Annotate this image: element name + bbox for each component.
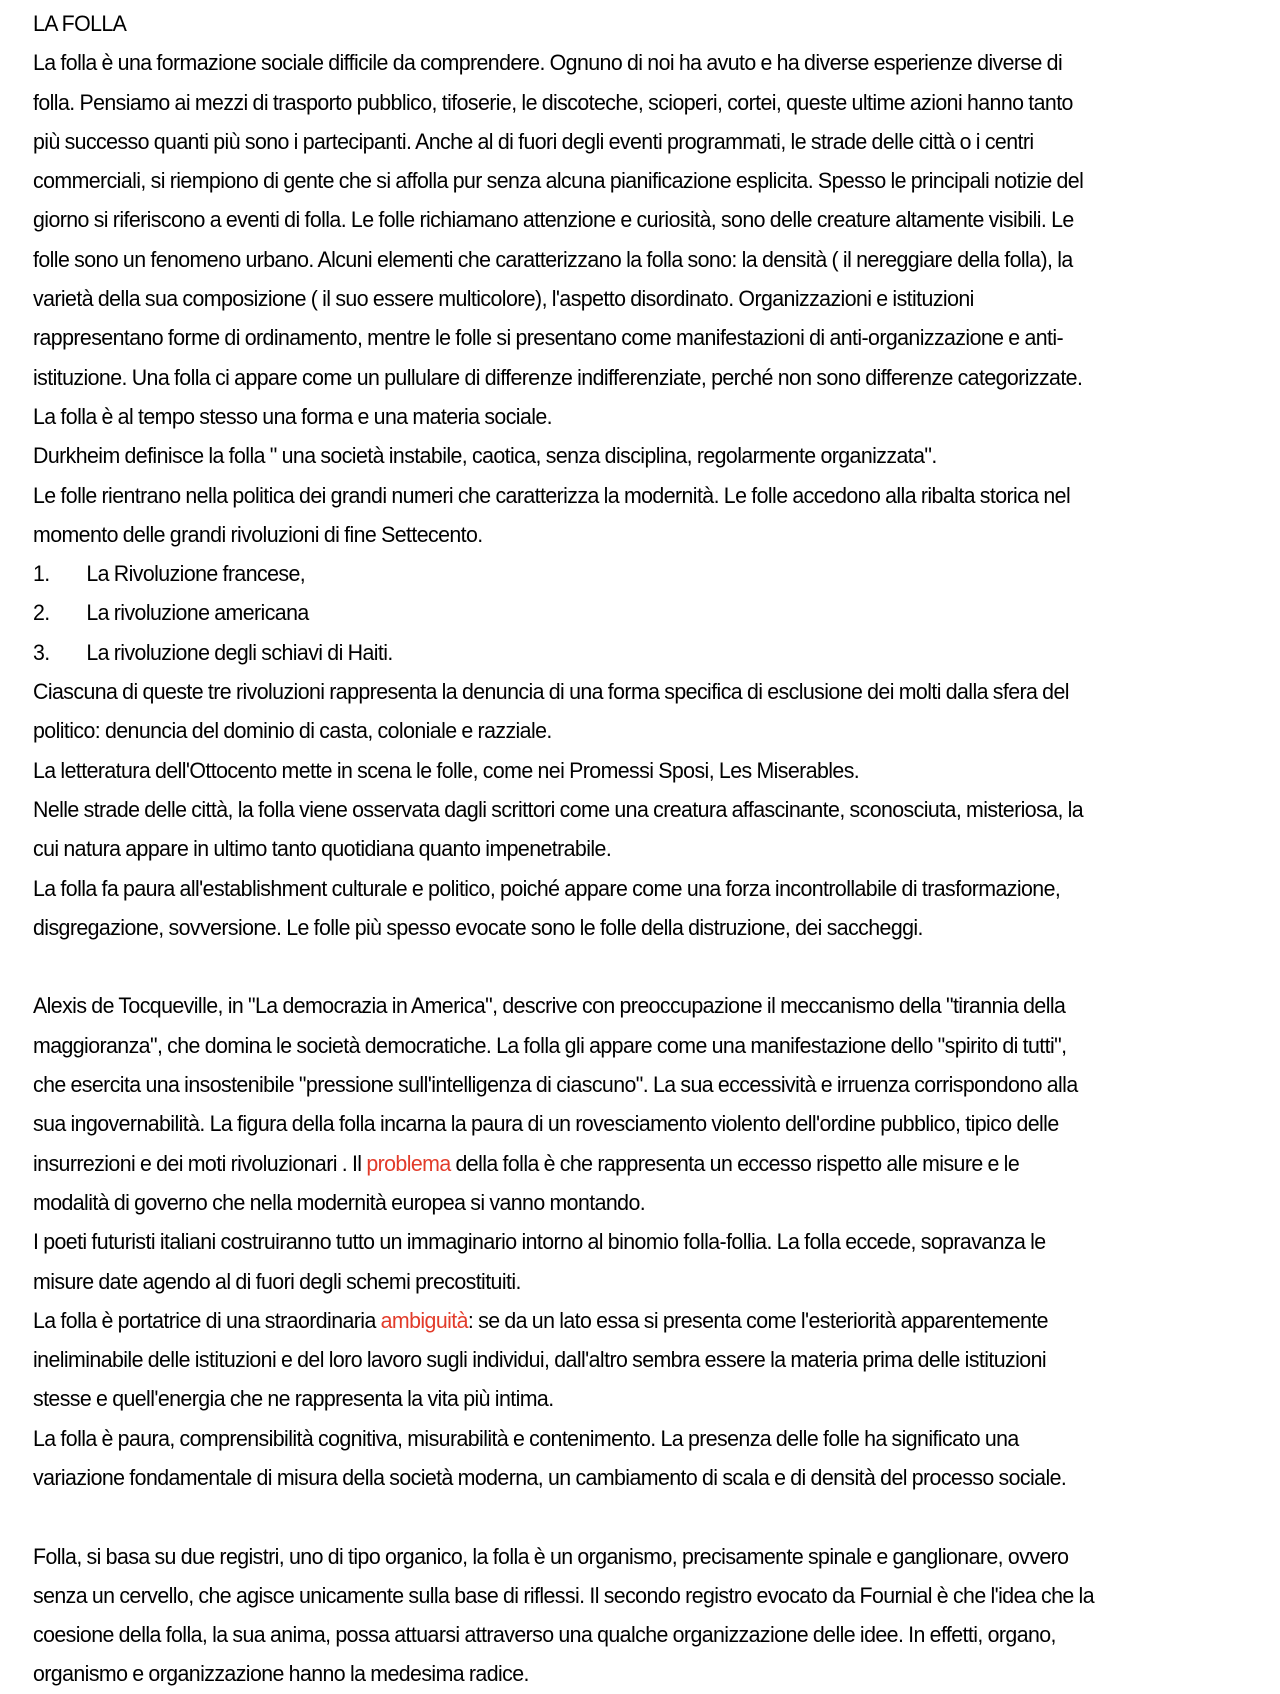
text-line — [33, 1144, 1212, 1183]
text-line: politico: denuncia del dominio di casta, coloniale e razziale. — [33, 718, 552, 744]
list-text: La rivoluzione degli schiavi di Haiti. — [86, 639, 393, 665]
text-line: più successo quanti più sono i partecipanti. Anche al di fuori degli eventi programmati, le strade delle città o i centri — [33, 128, 1034, 154]
text-segment: insurrezioni e dei moti rivoluzionari . Il — [33, 1150, 367, 1176]
text-line: varietà della sua composizione ( il suo essere multicolore), l'aspetto disordinato. Organizzazioni e istituzioni — [33, 286, 974, 312]
blank-line — [33, 947, 1212, 986]
text-line: La folla è una formazione sociale difficile da comprendere. Ognuno di noi ha avuto e ha diverse esperienze diverse di — [33, 50, 1063, 76]
text-line: La folla fa paura all'establishment culturale e politico, poiché appare come una forza incontrollabile di trasformazione, — [33, 875, 1061, 901]
text-segment: della folla è che rappresenta un eccesso rispetto alle misure e le — [450, 1150, 1020, 1176]
text-line: folle sono un fenomeno urbano. Alcuni elementi che caratterizzano la folla sono: la densità ( il nereggiare della folla), la — [33, 246, 1073, 272]
text-line: senza un cervello, che agisce unicamente sulla base di riflessi. Il secondo registro evocato da Fournial è che l'idea che la — [33, 1582, 1094, 1608]
blank-line — [33, 1497, 1212, 1536]
text-line: organismo e organizzazione hanno la medesima radice. — [33, 1661, 529, 1687]
text-line: folla. Pensiamo ai mezzi di trasporto pubblico, tifoserie, le discoteche, scioperi, cortei, queste ultime azioni hanno tanto — [33, 89, 1073, 115]
paragraph-intro — [33, 43, 1212, 554]
list-number: 3. — [33, 639, 50, 665]
text-line: misure date agendo al di fuori degli schemi precostituiti. — [33, 1268, 521, 1294]
text-line: disgregazione, sovversione. Le folle più spesso evocate sono le folle della distruzione, dei saccheggi. — [33, 914, 923, 940]
text-line: ineliminabile delle istituzioni e del loro lavoro sugli individui, dall'altro sembra essere la materia prima delle istituzioni — [33, 1347, 1047, 1373]
text-line: che esercita una insostenibile "pressione sull'intelligenza di ciascuno". La sua eccessività e irruenza corrispondono alla — [33, 1072, 1078, 1098]
text-line: Nelle strade delle città, la folla viene osservata dagli scrittori come una creatura affascinante, sconosciuta, misteriosa, la — [33, 796, 1084, 822]
highlighted-word: problema — [366, 1150, 451, 1176]
list-item — [33, 554, 1212, 593]
list-item — [33, 633, 1212, 672]
list-number: 1. — [33, 561, 50, 587]
text-segment: La folla è portatrice di una straordinaria — [33, 1307, 381, 1333]
text-segment: : se da un lato essa si presenta come l'esteriorità apparentemente — [467, 1307, 1048, 1333]
list-item — [33, 593, 1212, 632]
text-line: modalità di governo che nella modernità europea si vanno montando. — [33, 1189, 646, 1215]
list-text: La rivoluzione americana — [86, 600, 309, 626]
text-line: I poeti futuristi italiani costruiranno tutto un immaginario intorno al binomio folla-follia. La folla eccede, sopravanza le — [33, 1229, 1046, 1255]
text-line: rappresentano forme di ordinamento, mentre le folle si presentano come manifestazioni di anti-organizzazione e anti- — [33, 325, 1064, 351]
text-line: cui natura appare in ultimo tanto quotidiana quanto impenetrabile. — [33, 836, 612, 862]
text-line: stesse e quell'energia che ne rappresenta la vita più intima. — [33, 1386, 554, 1412]
text-line: sua ingovernabilità. La figura della folla incarna la paura di un rovesciamento violento dell'ordine pubblico, tipico delle — [33, 1111, 1059, 1137]
document-page — [33, 4, 1212, 1694]
text-line: istituzione. Una folla ci appare come un pullulare di differenze indifferenziate, perché non sono differenze categorizzate. — [33, 364, 1083, 390]
text-line: coesione della folla, la sua anima, possa attuarsi attraverso una qualche organizzazione delle idee. In effetti, organo, — [33, 1622, 1056, 1648]
text-line: momento delle grandi rivoluzioni di fine Settecento. — [33, 521, 483, 547]
list-number: 2. — [33, 600, 50, 626]
text-line: commerciali, si riempiono di gente che si affolla pur senza alcuna pianificazione esplicita. Spesso le principali notizie del — [33, 168, 1084, 194]
paragraph-tocqueville — [33, 986, 1212, 1497]
text-line: Ciascuna di queste tre rivoluzioni rappresenta la denuncia di una forma specifica di esclusione dei molti dalla sfera del — [33, 679, 1069, 705]
highlighted-word: ambiguità — [380, 1307, 468, 1333]
text-line: Alexis de Tocqueville, in "La democrazia in America", descrive con preoccupazione il meccanismo della "tirannia della — [33, 993, 1066, 1019]
text-line: maggioranza", che domina le società democratiche. La folla gli appare come una manifestazione dello "spirito di tutti", — [33, 1032, 1067, 1058]
paragraph-literature — [33, 672, 1212, 947]
text-line: La letteratura dell'Ottocento mette in scena le folle, come nei Promessi Sposi, Les Miserables. — [33, 757, 860, 783]
paragraph-organism — [33, 1537, 1212, 1694]
text-line: Folla, si basa su due registri, uno di tipo organico, la folla è un organismo, precisamente spinale e ganglionare, ovvero — [33, 1543, 1069, 1569]
text-line — [33, 1301, 1212, 1340]
text-line: giorno si riferiscono a eventi di folla. Le folle richiamano attenzione e curiosità, sono delle creature altamente visibili. Le — [33, 207, 1074, 233]
list-text: La Rivoluzione francese, — [86, 561, 306, 587]
text-line: Le folle rientrano nella politica dei grandi numeri che caratterizza la modernità. Le folle accedono alla ribalta storica nel — [33, 482, 1071, 508]
text-line: La folla è paura, comprensibilità cognitiva, misurabilità e contenimento. La presenza delle folle ha significato una — [33, 1425, 1019, 1451]
revolutions-list — [33, 554, 1212, 672]
text-line: Durkheim definisce la folla " una società instabile, caotica, senza disciplina, regolarmente organizzata". — [33, 443, 937, 469]
text-line: La folla è al tempo stesso una forma e una materia sociale. — [33, 403, 553, 429]
document-title: LA FOLLA — [33, 11, 127, 36]
text-line: variazione fondamentale di misura della società moderna, un cambiamento di scala e di densità del processo sociale. — [33, 1464, 1067, 1490]
